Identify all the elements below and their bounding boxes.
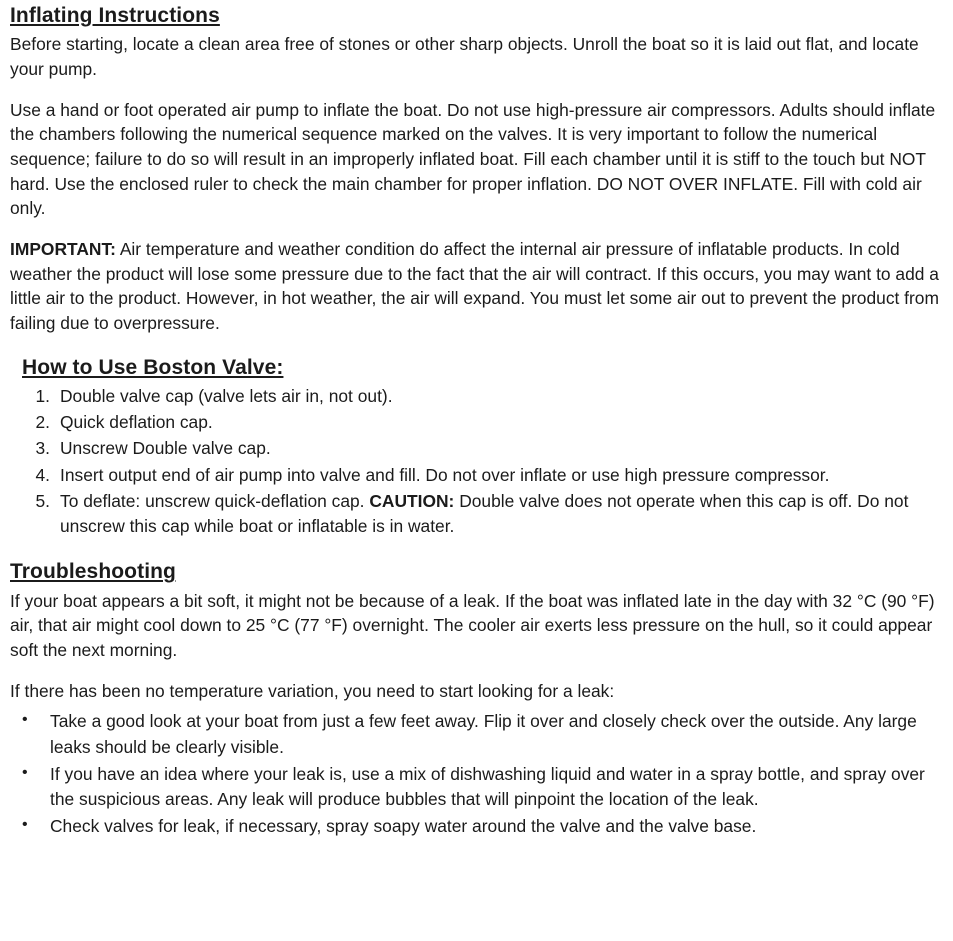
list-item-text-before: To deflate: unscrew quick-deflation cap. [60, 490, 370, 511]
list-item-label: Quick deflation cap. [60, 412, 213, 433]
list-item-number: 5. [35, 490, 50, 511]
list-item-number: 1. [35, 386, 50, 407]
list-item [10, 463, 943, 488]
list-item-number: 4. [35, 464, 50, 485]
list-item-text-after: Double valve does not operate when this cap is off. Do not unscrew this cap while boat or inflatable is in water. [60, 490, 909, 537]
heading-inflating-instructions: Inflating Instructions [10, 4, 220, 27]
spacer [10, 82, 943, 98]
paragraph-look-for-leak: If there has been no temperature variation, you need to start looking for a leak: [10, 680, 615, 701]
list-item-number: 2. [35, 412, 50, 433]
paragraph-important [10, 237, 943, 336]
list-item-label: Insert output end of air pump into valve and fill. Do not over inflate or use high pressure compressor. [60, 464, 830, 485]
paragraph-pump-usage: Use a hand or foot operated air pump to inflate the boat. Do not use high-pressure air compressors. Adults should inflate the chambers following the numerical sequence marked on the valves. It is very important to follow the numerical sequence; failure to do so will result in an improperly inflated boat. Fill each chamber until it is stiff to the touch but NOT hard. Use the enclosed ruler to check the main chamber for proper inflation. DO NOT OVER INFLATE. Fill with cold air only. [10, 99, 936, 219]
list-item [10, 410, 943, 435]
spacer [10, 540, 943, 560]
list-item-number: 3. [35, 438, 50, 459]
paragraph-before-starting: Before starting, locate a clean area free of stones or other sharp objects. Unroll the boat so it is laid out flat, and locate your pump. [10, 34, 919, 79]
heading-boston-valve: How to Use Boston Valve: [22, 355, 284, 379]
list-item-label: Unscrew Double valve cap. [60, 438, 271, 459]
spacer [10, 336, 943, 356]
list-item [10, 762, 943, 812]
leak-check-list [10, 709, 943, 839]
caution-label: CAUTION: [369, 490, 455, 511]
list-item-label: Take a good look at your boat from just a few feet away. Flip it over and closely check over the outside. Any large leaks should be clearly visible. [50, 711, 917, 757]
list-item-label: Double valve cap (valve lets air in, not out). [60, 386, 393, 407]
list-item-label [60, 491, 908, 536]
bullet-icon: • [22, 711, 28, 729]
bullet-icon: • [22, 763, 28, 781]
list-item [10, 384, 943, 409]
heading-troubleshooting: Troubleshooting [10, 560, 176, 584]
list-item [10, 814, 943, 839]
spacer [10, 221, 943, 237]
list-item-label: Check valves for leak, if necessary, spray soapy water around the valve and the valve base. [50, 816, 757, 837]
list-item [10, 489, 943, 539]
bullet-icon: • [22, 816, 28, 834]
important-label: IMPORTANT: [10, 239, 116, 260]
boston-valve-list [10, 384, 943, 539]
list-item [10, 709, 943, 759]
list-item-label: If you have an idea where your leak is, use a mix of dishwashing liquid and water in a spray bottle, and spray over the suspicious areas. Any leak will produce bubbles that will pinpoint the location of the leak. [50, 763, 925, 810]
list-item [10, 436, 943, 461]
paragraph-soft-boat: If your boat appears a bit soft, it might not be because of a leak. If the boat was inflated late in the day with 32 °C (90 °F) air, that air might cool down to 25 °C (77 °F) overnight. The cooler air exerts less pressure on the hull, so it could appear soft the next morning. [10, 590, 935, 660]
spacer [10, 663, 943, 679]
important-text: Air temperature and weather condition do affect the internal air pressure of inflatable products. In cold weather the product will lose some pressure due to the fact that the air will contract. If this occurs, you may want to add a little air to the product. However, in hot weather, the air will expand. You must let some air out to prevent the product from failing due to overpressure. [10, 239, 939, 334]
